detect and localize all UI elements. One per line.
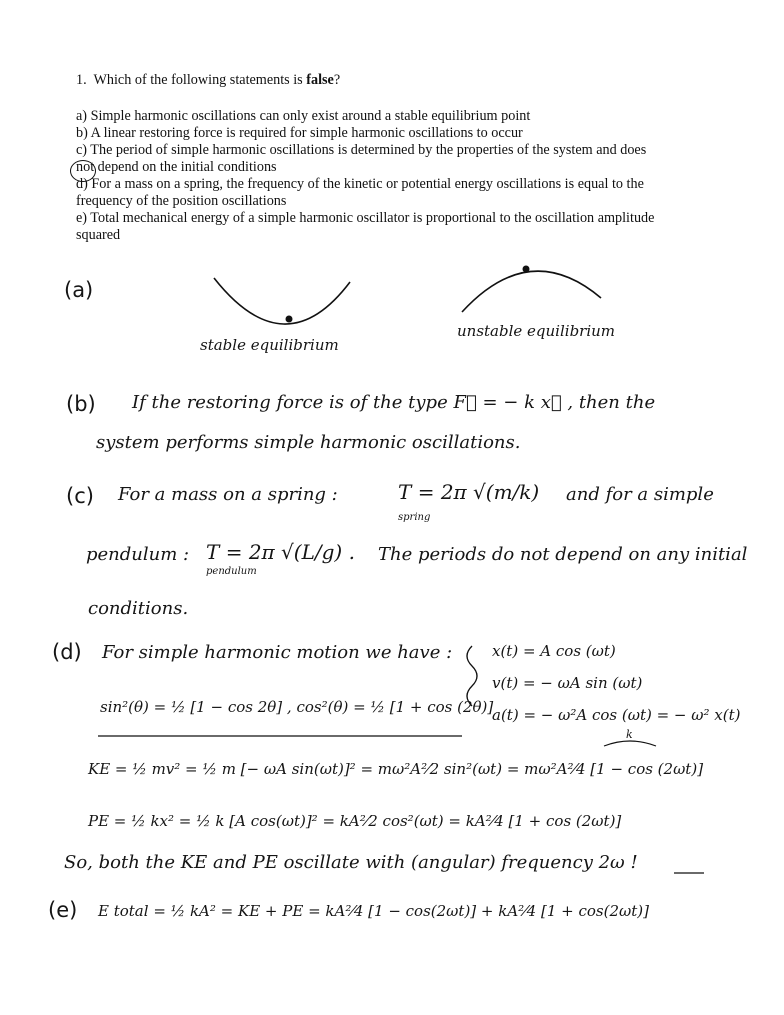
label-c: (c) [66,484,94,508]
c-line-1: For a mass on a spring : [118,484,338,505]
option-d: d) For a mass on a spring, the frequency of the kinetic or potential energy oscillations is equal to the [76,176,644,192]
stable-curve [214,278,350,324]
option-e: e) Total mechanical energy of a simple harmonic oscillator is proportional to the oscillation amplitude [76,210,655,226]
label-a: (a) [64,278,94,302]
c-line-1-tail: and for a simple [566,484,714,505]
eq-acceleration: a(t) = − ω²A cos (ωt) = − ω² x(t) [492,706,741,724]
unstable-curve [462,271,601,312]
d-conclusion: So, both the KE and PE oscillate with (angular) frequency 2ω ! [64,852,638,873]
option-a: a) Simple harmonic oscillations can only exist around a stable equilibrium point [76,108,531,124]
c-line-3: conditions. [88,598,189,619]
stable-ball [286,316,293,323]
b-line-1: If the restoring force is of the type F⃗ = − k x⃗ , then the [132,392,656,413]
option-b: b) A linear restoring force is required for simple harmonic oscillations to occur [76,125,523,141]
d-intro: For simple harmonic motion we have : [102,642,453,663]
kinetic-energy: KE = ½ mv² = ½ m [− ωA sin(ωt)]² = mω²A²⁄2 sin²(ωt) = mω²A²⁄4 [1 − cos (2ωt)] [88,760,704,778]
trig-identities: sin²(θ) = ½ [1 − cos 2θ] , cos²(θ) = ½ [1 + cos (2θ)] [100,698,494,716]
c-line-2-tail: The periods do not depend on any initial [378,544,748,565]
t-pendulum: T = 2π √(L/g) . [206,540,355,564]
label-e: (e) [48,898,78,922]
equation-brace [467,646,477,706]
b-line-2: system performs simple harmonic oscillations. [96,432,521,453]
pendulum-subscript: pendulum [206,566,257,577]
t-spring: T = 2π √(m/k) [398,480,540,504]
total-energy: E total = ½ kA² = KE + PE = kA²⁄4 [1 − cos(2ωt)] + kA²⁄4 [1 + cos(2ωt)] [98,902,649,920]
option-c-continued: not depend on the initial conditions [76,159,277,175]
spring-subscript: spring [398,512,431,523]
eq-velocity: v(t) = − ωA sin (ωt) [492,674,643,692]
question-mark: ? [333,72,341,88]
k-overbrace-label: k [626,728,633,741]
question-number: 1. [76,72,87,88]
eq-position: x(t) = A cos (ωt) [492,642,616,660]
unstable-ball [523,266,530,273]
stable-equilibrium-label: stable equilibrium [200,336,339,354]
question-keyword: false [306,72,334,88]
option-c: c) The period of simple harmonic oscillations is determined by the properties of the system and does [76,142,647,158]
potential-energy: PE = ½ kx² = ½ k [A cos(ωt)]² = kA²⁄2 cos²(ωt) = kA²⁄4 [1 + cos (2ωt)] [88,812,622,830]
unstable-equilibrium-label: unstable equilibrium [457,322,616,340]
label-d: (d) [52,640,82,664]
c-line-2: pendulum : [86,544,190,565]
label-b: (b) [66,392,96,416]
option-d-continued: frequency of the position oscillations [76,193,287,209]
overbrace-k [604,741,656,746]
option-e-continued: squared [76,227,121,243]
question-text: Which of the following statements is [93,72,303,88]
